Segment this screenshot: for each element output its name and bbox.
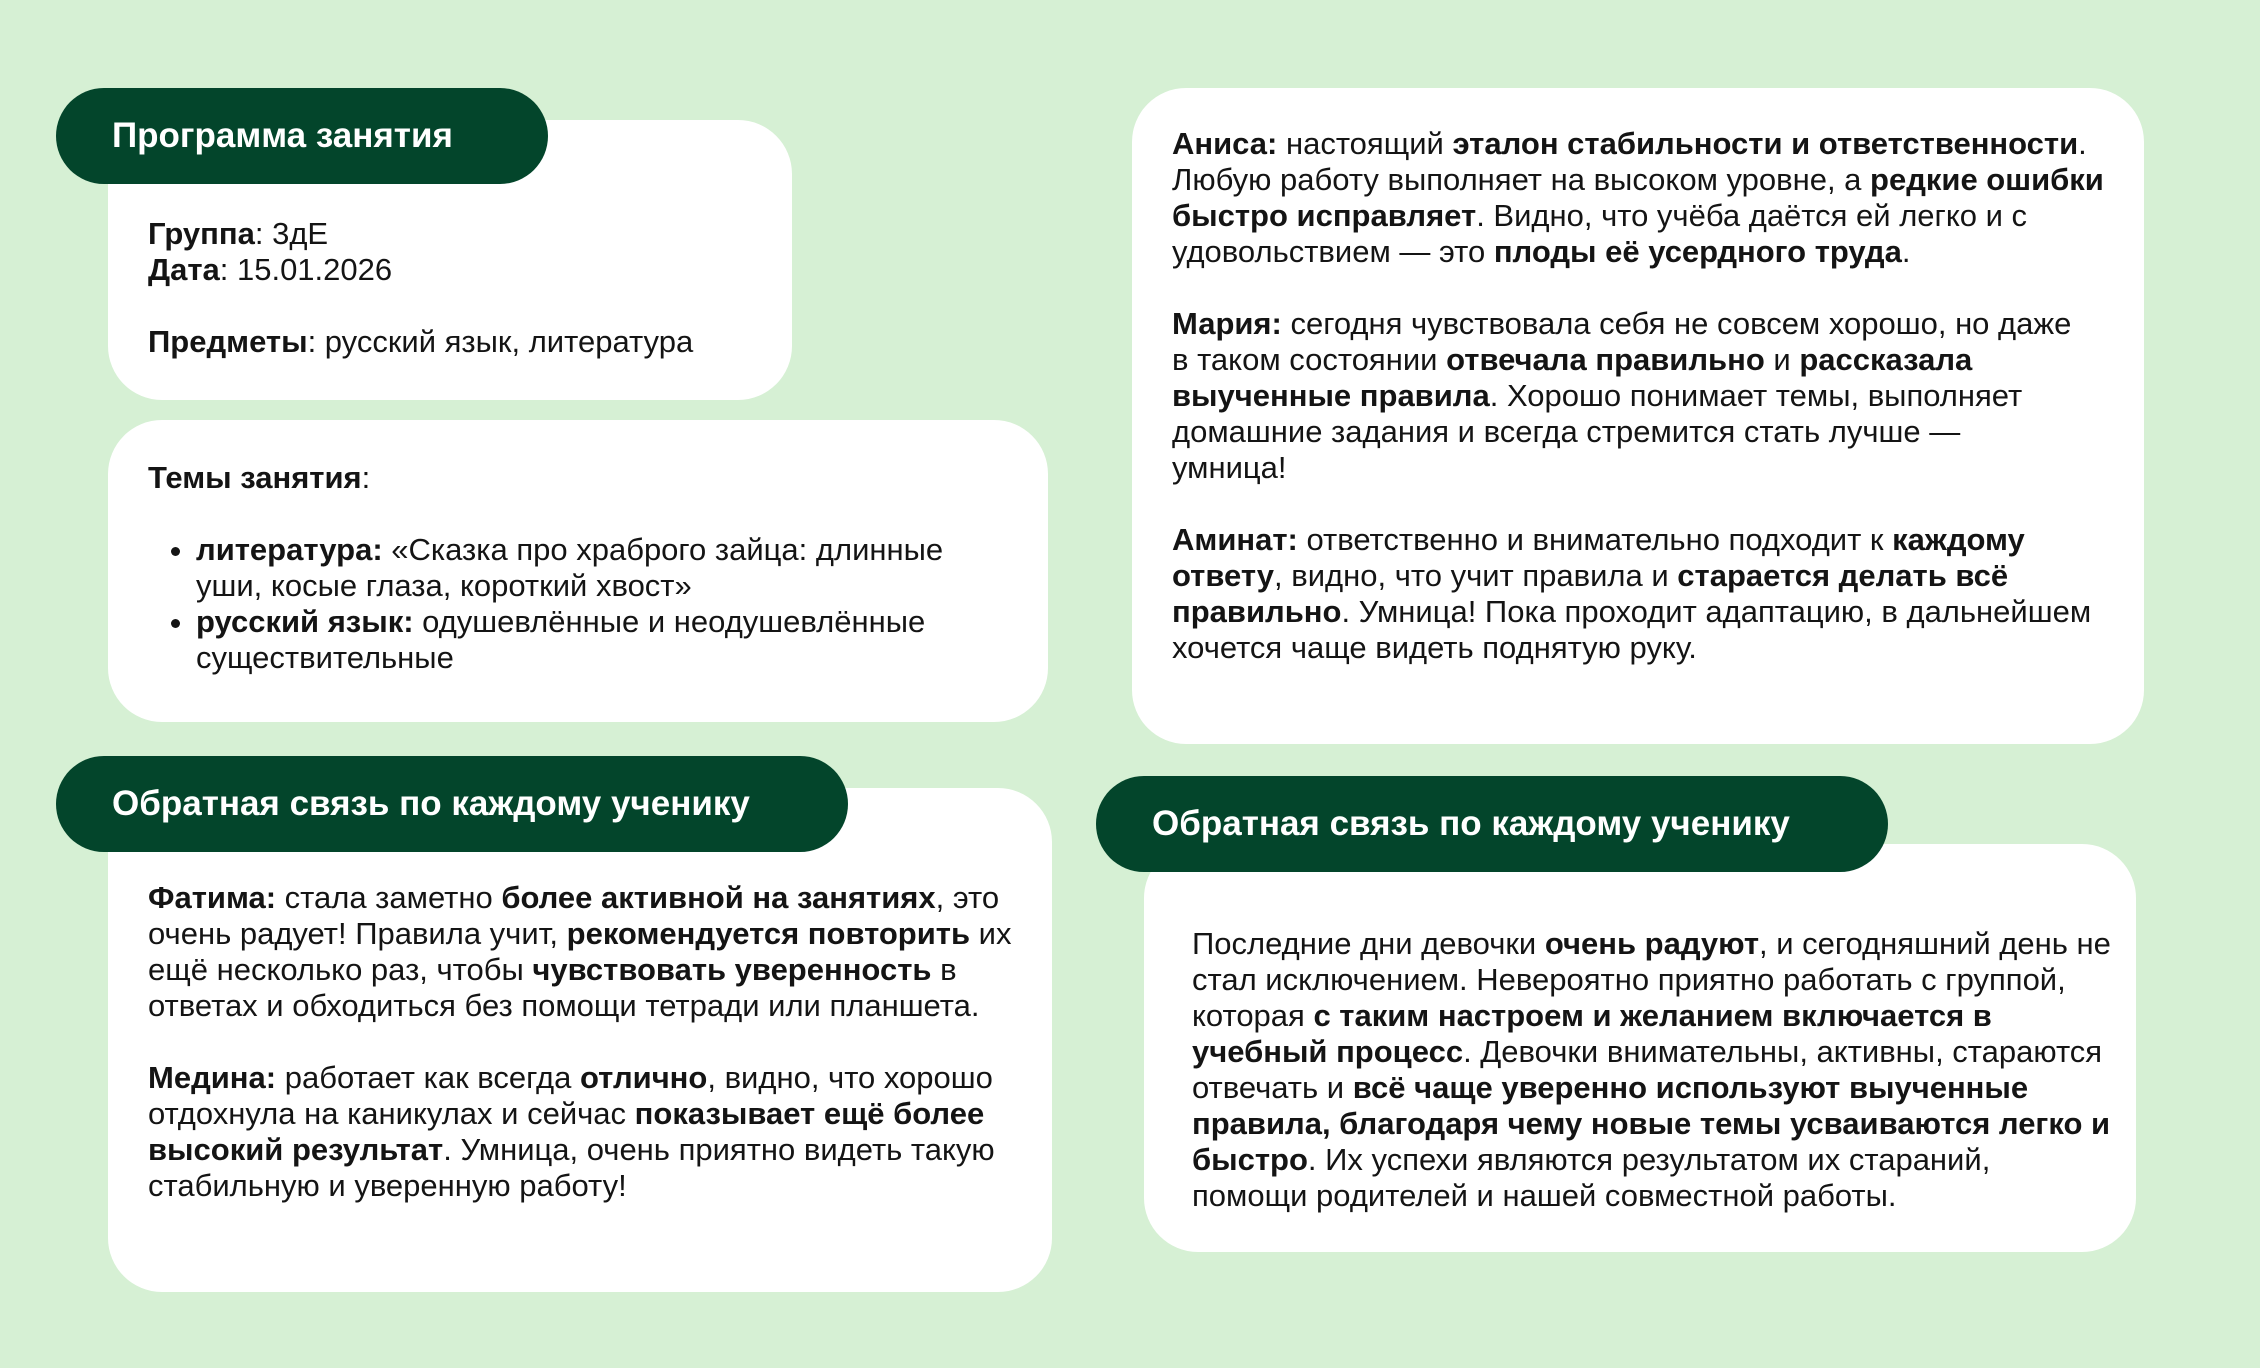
feedback-card-right [1132,88,2144,744]
text-run: . Хорошо понимает темы, выполняет домашние задания и всегда стремится стать лучше — умница! [1172,378,2023,485]
text-run: ответственно и внимательно подходит к [1297,522,1893,557]
text-run: . Видно, что учёба даётся ей легко и с удовольствием — это [1172,198,2028,269]
text-run: эталон стабильности и ответственности [1452,126,2079,161]
topic-subject: русский язык: [196,604,414,639]
text-run: рекомендуется повторить [566,916,971,951]
list-item [196,532,1016,604]
text-run: чувствовать уверенность [532,952,932,987]
topics-heading [148,460,1048,496]
text-run: показывает ещё более высокий результат [148,1096,985,1167]
text-run: Медина: [148,1060,277,1095]
text-run: Последние дни девочки [1192,926,1545,961]
text-run: настоящий [1277,126,1453,161]
program-title: Программа занятия [56,88,548,184]
topic-text: одушевлённые и неодушевлённые существительные [196,604,926,675]
summary-title: Обратная связь по каждому ученику [1096,776,1888,872]
date-line [148,252,792,288]
text-run: в ответах и обходиться без помощи тетради или планшета. [148,952,980,1023]
text-run: с таким настроем и желанием включается в учебный процесс [1192,998,1992,1069]
text-run: . Девочки внимательны, активны, стараются отвечать и [1192,1034,2103,1105]
text-run: более активной на занятиях [501,880,936,915]
text-run: старается делать всё правильно [1172,558,2009,629]
text-run: сегодня чувствовала себя не совсем хорошо, но даже в таком состоянии [1172,306,2072,377]
date-value: : 15.01.2026 [219,252,393,287]
group-line [148,216,792,252]
subjects-label: Предметы [148,324,308,359]
text-run: каждому ответу [1172,522,2025,593]
feedback-medina [148,1060,1032,1204]
text-run: редкие ошибки быстро исправляет [1172,162,2104,233]
feedback-card-left [108,788,1052,1292]
text-run: плоды её усердного труда [1493,234,1902,269]
text-run: Фатима: [148,880,277,915]
text-run: и [1764,342,1800,377]
text-run: рассказала выученные правила [1172,342,1973,413]
feedback-fatima [148,880,1028,1024]
topics-list [148,532,1016,676]
text-run: , видно, что хорошо отдохнула на каникулах и сейчас [148,1060,993,1131]
subjects-value: : русский язык, литература [307,324,694,359]
text-run: . [1901,234,1911,269]
text-run: очень радуют [1544,926,1759,961]
text-run: отлично [580,1060,708,1095]
topic-text: «Сказка про храброго зайца: длинные уши, косые глаза, короткий хвост» [196,532,944,603]
text-run: работает как всегда [276,1060,580,1095]
text-run: Аниса: [1172,126,1278,161]
date-label: Дата [148,252,220,287]
feedback-maria [1172,306,2072,486]
group-label: Группа [148,216,255,251]
subjects-line [148,324,792,360]
topics-card [108,420,1048,722]
topic-subject: литература: [196,532,383,567]
text-run: Мария: [1172,306,1282,341]
summary-text [1192,926,2112,1214]
text-run: их ещё несколько раз, чтобы [148,916,1012,987]
text-run: , и сегодняшний день не стал исключением. Невероятно приятно работать с группой, которая [1192,926,2111,1033]
text-run: стала заметно [276,880,502,915]
feedback-aminat [1172,522,2122,666]
text-run: . Их успехи являются результатом их стараний, помощи родителей и нашей совместной работы. [1192,1142,1991,1213]
topics-label: Темы занятия [148,460,362,495]
feedback-title-left: Обратная связь по каждому ученику [56,756,848,852]
text-run: , это очень радует! Правила учит, [148,880,1000,951]
text-run: , видно, что учит правила и [1274,558,1678,593]
group-value: : 3дЕ [254,216,329,251]
text-run: . Умница! Пока проходит адаптацию, в дальнейшем хочется чаще видеть поднятую руку. [1172,594,2092,665]
list-item [196,604,1016,676]
text-run: всё чаще уверенно используют выученные правила, благодаря чему новые темы усваиваются легко и быстро [1192,1070,2111,1177]
feedback-anisa [1172,126,2112,270]
text-run: . Умница, очень приятно видеть такую стабильную и уверенную работу! [148,1132,995,1203]
text-run: Аминат: [1172,522,1298,557]
summary-card [1144,844,2136,1252]
text-run: : [361,460,371,495]
text-run: . Любую работу выполняет на высоком уровне, а [1172,126,2087,197]
text-run: отвечала правильно [1446,342,1765,377]
